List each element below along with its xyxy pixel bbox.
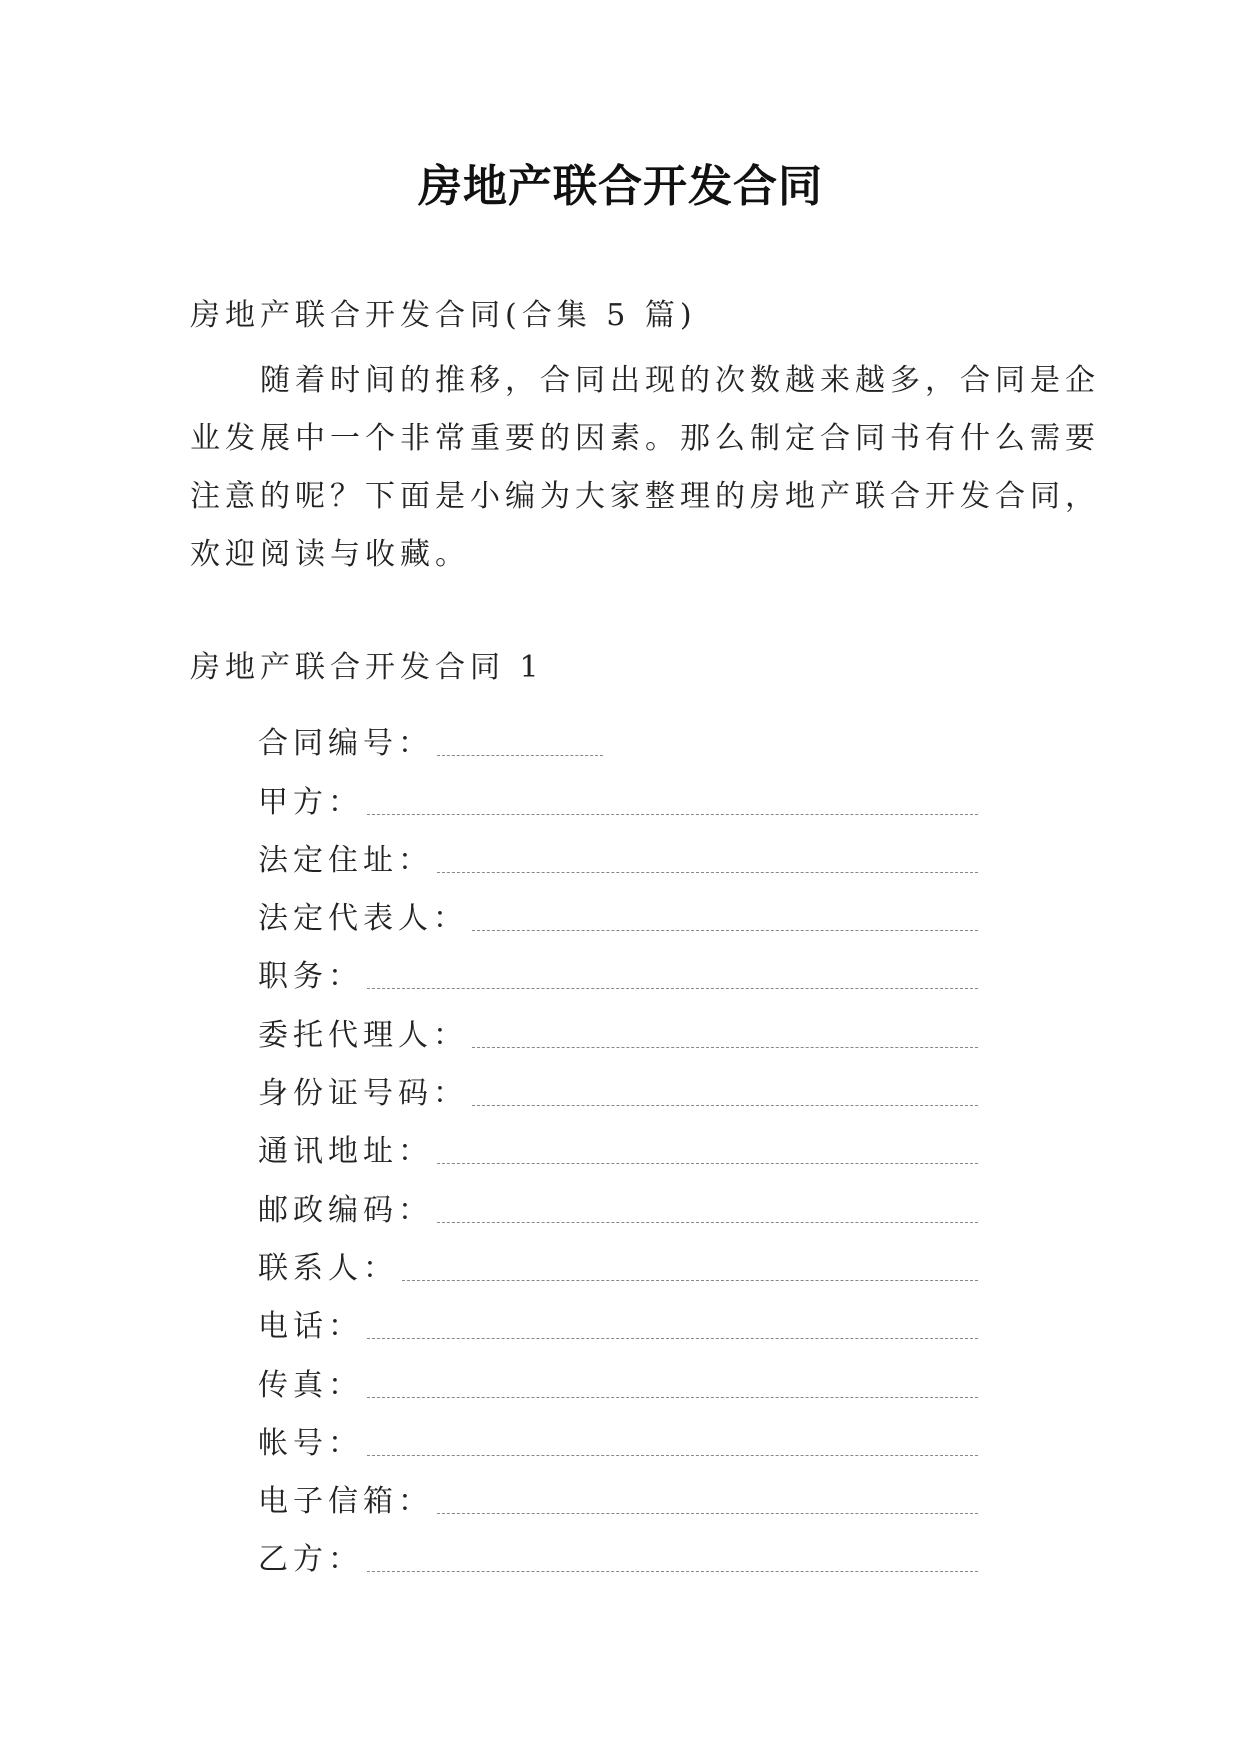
field-mailing-address — [258, 1114, 978, 1172]
field-postal-code — [258, 1172, 978, 1230]
field-legal-representative — [258, 881, 978, 939]
field-label: 身份证号码： — [258, 1076, 468, 1112]
field-authorized-agent — [258, 997, 978, 1055]
field-blank — [472, 930, 978, 931]
field-label: 电子信箱： — [258, 1484, 433, 1520]
field-blank — [437, 1163, 978, 1164]
field-blank — [367, 1571, 978, 1572]
field-blank — [367, 1397, 978, 1398]
field-label: 帐号： — [258, 1425, 363, 1461]
field-label: 联系人： — [258, 1250, 398, 1286]
field-blank — [437, 1222, 978, 1223]
field-blank — [437, 1513, 978, 1514]
field-label: 委托代理人： — [258, 1017, 468, 1053]
field-fax — [258, 1347, 978, 1405]
field-contact-person — [258, 1231, 978, 1289]
field-blank — [367, 1338, 978, 1339]
field-blank — [367, 814, 978, 815]
field-blank — [472, 1047, 978, 1048]
intro-line: 注意的呢？下面是小编为大家整理的房地产联合开发合同， — [190, 479, 1100, 514]
field-blank — [472, 1105, 978, 1106]
field-label: 邮政编码： — [258, 1192, 433, 1228]
field-blank — [437, 755, 603, 756]
field-blank — [367, 988, 978, 989]
field-label: 乙方： — [258, 1542, 363, 1578]
field-email — [258, 1464, 978, 1522]
field-blank — [367, 1455, 978, 1456]
field-label: 传真： — [258, 1367, 363, 1403]
field-label: 电话： — [258, 1309, 363, 1345]
field-contract-number — [258, 706, 978, 764]
contract-fields — [258, 706, 978, 1580]
field-party-a — [258, 764, 978, 822]
field-label: 通讯地址： — [258, 1134, 433, 1170]
field-position — [258, 939, 978, 997]
field-label: 法定住址： — [258, 842, 433, 878]
document-subtitle: 房地产联合开发合同(合集 5 篇) — [190, 298, 697, 333]
field-label: 法定代表人： — [258, 901, 468, 937]
intro-line: 业发展中一个非常重要的因素。那么制定合同书有什么需要 — [190, 421, 1100, 456]
field-label: 职务： — [258, 959, 363, 995]
document-title: 房地产联合开发合同 — [418, 161, 823, 212]
intro-paragraph — [190, 352, 1100, 584]
field-account-number — [258, 1406, 978, 1464]
field-id-number — [258, 1056, 978, 1114]
field-blank — [402, 1280, 978, 1281]
field-party-b — [258, 1522, 978, 1580]
field-blank — [437, 872, 978, 873]
field-label: 甲方： — [258, 784, 363, 820]
section-heading: 房地产联合开发合同 1 — [190, 650, 544, 685]
field-label: 合同编号： — [258, 726, 433, 762]
intro-line: 随着时间的推移，合同出现的次数越来越多，合同是企 — [190, 363, 1100, 398]
intro-line: 欢迎阅读与收藏。 — [190, 537, 470, 572]
field-legal-address — [258, 823, 978, 881]
field-phone — [258, 1289, 978, 1347]
